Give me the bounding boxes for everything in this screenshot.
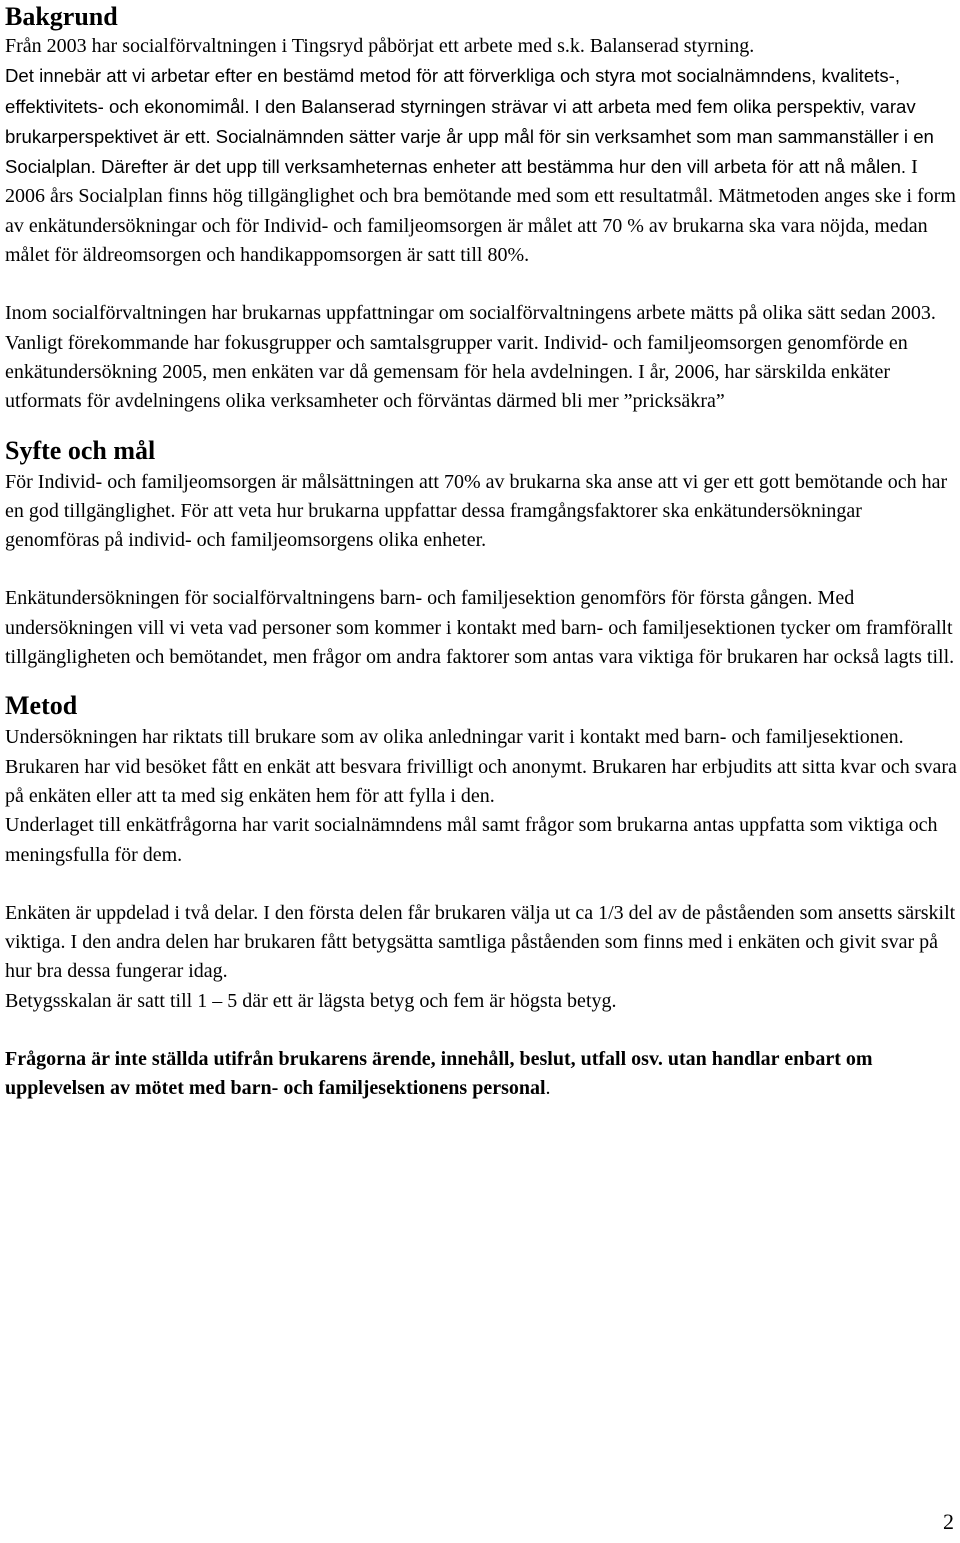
heading-metod: Metod — [5, 691, 78, 721]
bold-statement-period: . — [545, 1077, 551, 1100]
text-sans-run-1: Det innebär att vi arbetar efter en bestämd metod för att förverkliga och styra mot socialnämndens, kvalitets-, effektivitets- och ekonomimål. — [5, 65, 900, 117]
paragraph-metod-1: Undersökningen har riktats till brukare som av olika anledningar varit i kontakt med barn- och familjesektionen. Brukaren har vid besöket fått en enkät att besvara frivilligt och anonymt. Brukaren har erbjudits att sitta kvar och svara på enkäten eller att ta med sig enkäten hem för att fylla i den. — [5, 726, 957, 807]
paragraph-bakgrund-method — [5, 61, 957, 270]
text-serif-run-1: I 2006 års Socialplan finns hög tillgänglighet och bra bemötande med som ett resultatmål. Mätmetoden anges ske i form av enkätundersökningar och för Individ- och familjeomsorgen är målet att 70 % av brukarna ska vara nöjda, medan målet för äldreomsorgen och handikappomsorgen är satt till 80%. — [5, 156, 956, 267]
paragraph-metod-2: Underlaget till enkätfrågorna har varit socialnämndens mål samt frågor som brukarna antas uppfatta som viktiga och meningsfulla för dem. — [5, 814, 938, 866]
text-sans-run-2: I den Balanserad styrningen strävar vi att arbeta med fem olika perspektiv, varav brukarperspektivet är ett. — [5, 95, 916, 147]
paragraph-metod-5 — [5, 1045, 957, 1104]
heading-syfte: Syfte och mål — [5, 435, 156, 465]
paragraph-bakgrund-intro: Från 2003 har socialförvaltningen i Tingsryd påbörjat ett arbete med s.k. Balanserad styrning. — [5, 35, 755, 57]
bold-statement: Frågorna är inte ställda utifrån brukarens ärende, innehåll, beslut, utfall osv. utan handlar enbart om upplevelsen av mötet med barn- och familjesektionens personal — [5, 1048, 873, 1100]
text-sans-run-4: Därefter är det upp till verksamheternas enheter att bestämma hur den vill arbeta för att nå målen. — [100, 156, 907, 178]
paragraph-syfte-1: För Individ- och familjeomsorgen är målsättningen att 70% av brukarna ska anse att vi ger ett gott bemötande och har en god tillgänglighet. För att veta hur brukarna uppfattar dessa framgångsfaktorer ska enkätundersökningar genomföras på individ- och familjeomsorgens olika enheter. — [5, 470, 948, 552]
paragraph-syfte-2: Enkätundersökningen för socialförvaltningens barn- och familjesektion genomförs för första gången. Med undersökningen vill vi veta vad personer som kommer i kontakt med barn- och familjesektionen tycker om framförallt tillgängligheten och bemötandet, men frågor om andra faktorer som antas vara viktiga för brukaren har också lagts till. — [5, 587, 955, 669]
paragraph-metod-3: Enkäten är uppdelad i två delar. I den första delen får brukaren välja ut ca 1/3 del av de påståenden som ansetts särskilt viktiga. I den andra delen har brukaren fått betygsätta samtliga påståenden som finns med i enkäten och givit svar på hur bra dessa fungerar idag. — [5, 901, 956, 983]
paragraph-metod-4: Betygsskalan är satt till 1 – 5 där ett är lägsta betyg och fem är högsta betyg. — [5, 989, 617, 1012]
text-sans-run-3: Socialnämnden sätter varje år upp mål för sin verksamhet som man sammanställer i en Socialplan. — [5, 125, 934, 178]
document-page — [5, 0, 957, 1104]
paragraph-bakgrund-history: Inom socialförvaltningen har brukarnas uppfattningar om socialförvaltningens arbete mätts på olika sätt sedan 2003. Vanligt förekommande har fokusgrupper och samtalsgrupper varit. Individ- och familjeomsorgen genomförde en enkätundersökning 2005, men enkäten var då gemensam för hela avdelningen. I år, 2006, har särskilda enkäter utformats för avdelningens olika verksamheter och förväntas därmed bli mer ”pricksäkra” — [5, 302, 936, 413]
page-number: 2 — [943, 1509, 954, 1534]
heading-bakgrund: Bakgrund — [5, 2, 118, 31]
